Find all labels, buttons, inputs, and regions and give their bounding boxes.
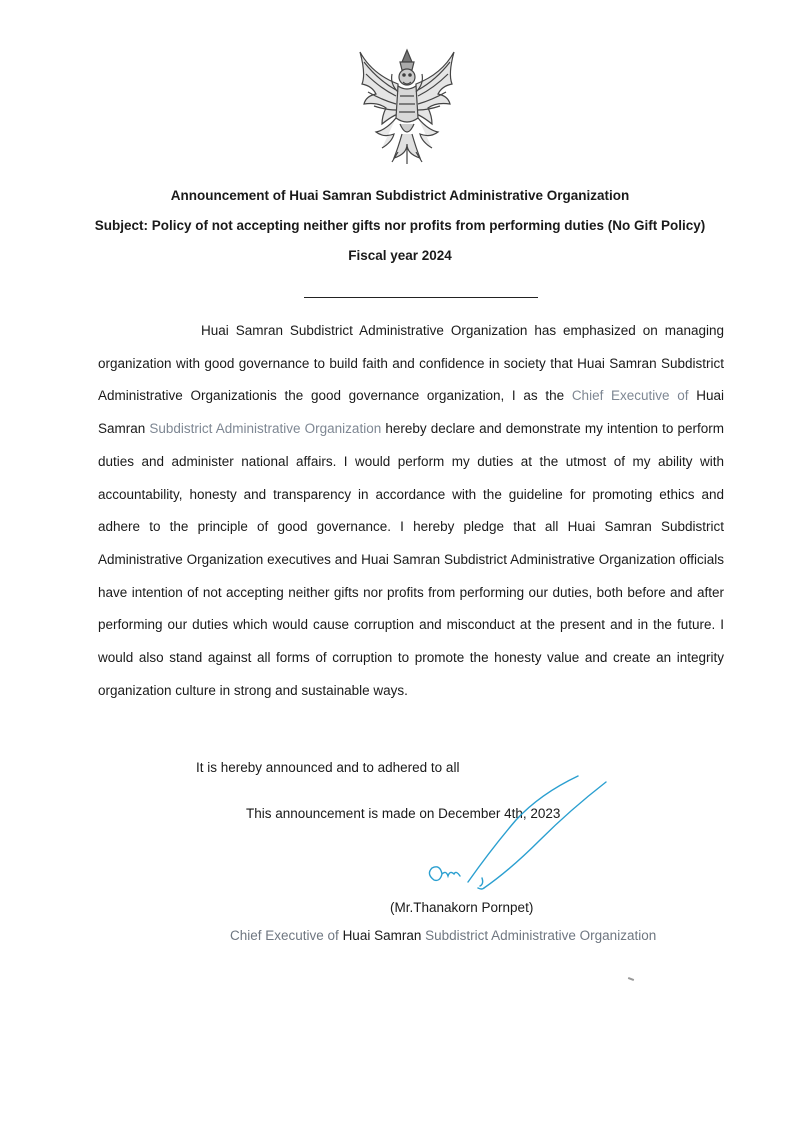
announcement-date: This announcement is made on December 4th, 2023 <box>246 806 561 821</box>
signer-name: (Mr.Thanakorn Pornpet) <box>390 900 534 915</box>
fiscal-year: Fiscal year 2024 <box>348 248 452 263</box>
signer-title-part-b: Huai Samran <box>342 928 422 943</box>
title-divider <box>304 297 538 298</box>
body-text-rest: hereby declare and demonstrate my intention to perform duties and administer national affairs. I would perform my duties at the utmost of my ability with accountability, honesty and transparency in accordance with the guideline for promoting ethics and adhere to the principle of good governance. I hereby pledge that all Huai Samran Subdistrict Administrative Organization executives and Huai Samran Subdistrict Administrative Organization officials have intention of not accepting neither gifts nor profits from performing our duties, both before and after performing our duties which would cause corruption and misconduct at the present and in the future. I would also stand against all forms of corruption to promote the honesty value and create an integrity organization culture in strong and sustainable ways. <box>98 421 725 698</box>
body-text-accent-b: Subdistrict Administrative Organization <box>149 421 382 437</box>
signer-title-part-a: Chief Executive of <box>230 928 343 943</box>
body-text-mid: Huai Samran <box>98 388 724 437</box>
handwritten-signature <box>420 770 620 900</box>
body-text-accent-a: Chief Executive of <box>571 388 697 404</box>
document-title: Announcement of Huai Samran Subdistrict Administrative Organization <box>170 188 630 203</box>
scan-speck <box>628 977 634 981</box>
document-subject: Subject: Policy of not accepting neither gifts nor profits from performing duties (No Gift Policy) <box>94 218 706 233</box>
body-text-intro: Huai Samran Subdistrict Administrative Organization has emphasized on managing organization with good governance to build faith and confidence in society that Huai Samran Subdistrict Administrative Organizationis the good governance organization, I as the <box>98 323 724 404</box>
announcement-closing: It is hereby announced and to adhered to all <box>196 760 460 775</box>
announcement-body <box>98 315 724 707</box>
garuda-emblem-icon <box>352 44 462 166</box>
signer-title <box>230 928 656 943</box>
signer-title-part-c: Subdistrict Administrative Organization <box>421 928 657 943</box>
